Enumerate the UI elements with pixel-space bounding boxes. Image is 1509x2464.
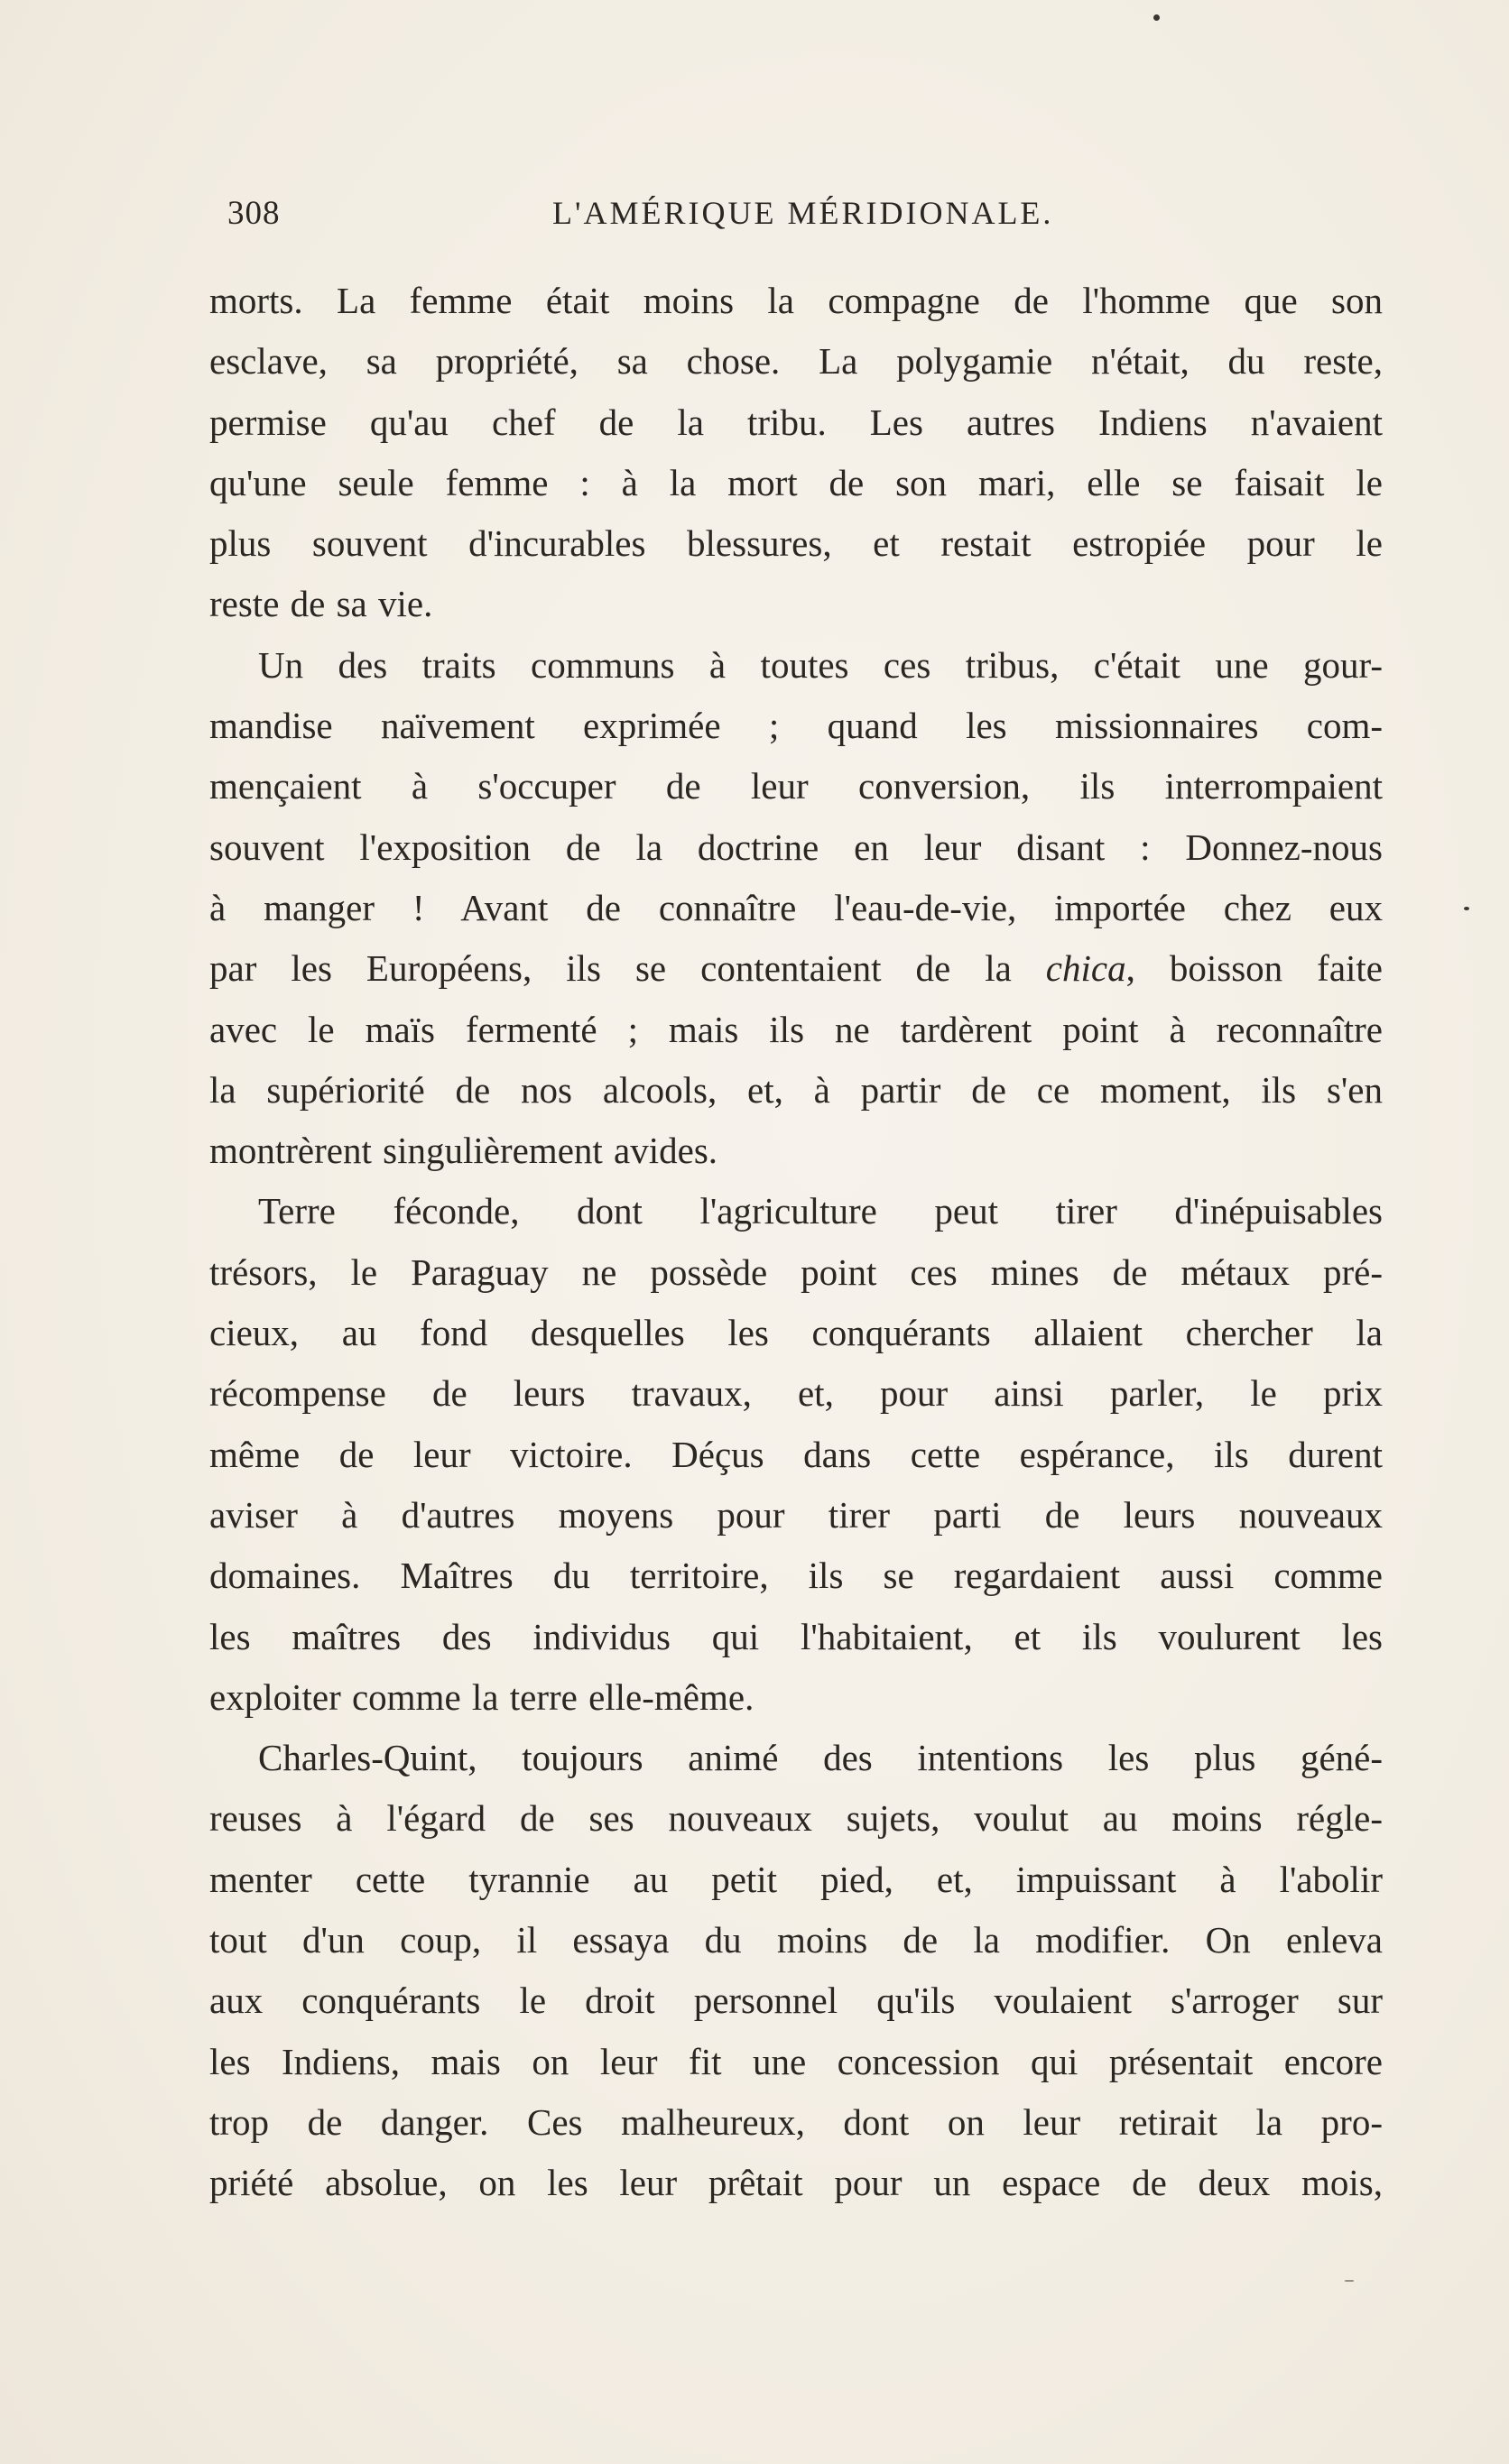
text-line: à manger ! Avant de connaître l'eau-de-vie, importée chez eux <box>209 886 1383 928</box>
text-line: exploiter comme la terre elle-même. <box>209 1675 754 1718</box>
text-line: cieux, au fond desquelles les conquérants allaient chercher la <box>209 1312 1383 1354</box>
text-line: trésors, le Paraguay ne possède point ces mines de métaux pré- <box>209 1250 1383 1293</box>
text-line: aux conquérants le droit personnel qu'ils voulaient s'arroger sur <box>209 1980 1383 2022</box>
text-line: reste de sa vie. <box>209 583 433 625</box>
paper-speck <box>1345 2280 1354 2282</box>
text-line: les maîtres des individus qui l'habitaient, et ils voulurent les <box>209 1615 1383 1657</box>
text-line: les Indiens, mais on leur fit une concession qui présentait encore <box>209 2040 1383 2082</box>
text-line: souvent l'exposition de la doctrine en leur disant : Donnez-nous <box>209 826 1383 868</box>
text-line: la supériorité de nos alcools, et, à partir de ce moment, ils s'en <box>209 1068 1383 1111</box>
text-line: reuses à l'égard de ses nouveaux sujets, voulut au moins régle- <box>209 1797 1383 1840</box>
text-line: qu'une seule femme : à la mort de son mari, elle se faisait le <box>209 461 1383 503</box>
text-segment: par les Européens, ils se contentaient de la <box>209 947 1046 990</box>
text-line: même de leur victoire. Déçus dans cette espérance, ils durent <box>209 1433 1383 1475</box>
running-head <box>209 194 1383 248</box>
text-line: domaines. Maîtres du territoire, ils se regardaient aussi comme <box>209 1555 1383 1597</box>
text-line: morts. La femme était moins la compagne de l'homme que son <box>209 280 1383 321</box>
paper-speck <box>1153 14 1160 21</box>
text-segment: , boisson faite <box>1125 947 1383 990</box>
text-line: mandise naïvement exprimée ; quand les missionnaires com- <box>209 705 1383 747</box>
text-line: plus souvent d'incurables blessures, et restait estropiée pour le <box>209 522 1383 565</box>
running-title: L'AMÉRIQUE MÉRIDIONALE. <box>552 195 1054 231</box>
text-line: menter cette tyrannie au petit pied, et, impuissant à l'abolir <box>209 1858 1383 1900</box>
text-line: trop de danger. Ces malheureux, dont on leur retirait la pro- <box>209 2100 1383 2143</box>
text-line: récompense de leurs travaux, et, pour ainsi parler, le prix <box>209 1372 1383 1415</box>
text-line: Charles-Quint, toujours animé des intentions les plus géné- <box>258 1737 1383 1779</box>
italic-term: chica <box>1045 947 1126 990</box>
text-line: tout d'un coup, il essaya du moins de la modifier. On enleva <box>209 1919 1383 1961</box>
text-line: montrèrent singulièrement avides. <box>209 1130 718 1172</box>
paper-speck <box>1464 907 1469 910</box>
page-number: 308 <box>227 195 281 232</box>
text-line <box>209 938 1383 999</box>
body-text <box>209 271 1383 2214</box>
text-line: aviser à d'autres moyens pour tirer parti de leurs nouveaux <box>209 1493 1383 1536</box>
text-line: permise qu'au chef de la tribu. Les autres Indiens n'avaient <box>209 401 1383 443</box>
text-line: esclave, sa propriété, sa chose. La polygamie n'était, du reste, <box>209 340 1383 383</box>
text-line: priété absolue, on les leur prêtait pour un espace de deux mois, <box>209 2162 1383 2204</box>
text-line: avec le maïs fermenté ; mais ils ne tardèrent point à reconnaître <box>209 1008 1383 1050</box>
text-line: Terre féconde, dont l'agriculture peut tirer d'inépuisables <box>258 1190 1383 1232</box>
text-line: Un des traits communs à toutes ces tribus, c'était une gour- <box>258 643 1383 686</box>
text-line: mençaient à s'occuper de leur conversion, ils interrompaient <box>209 765 1383 807</box>
